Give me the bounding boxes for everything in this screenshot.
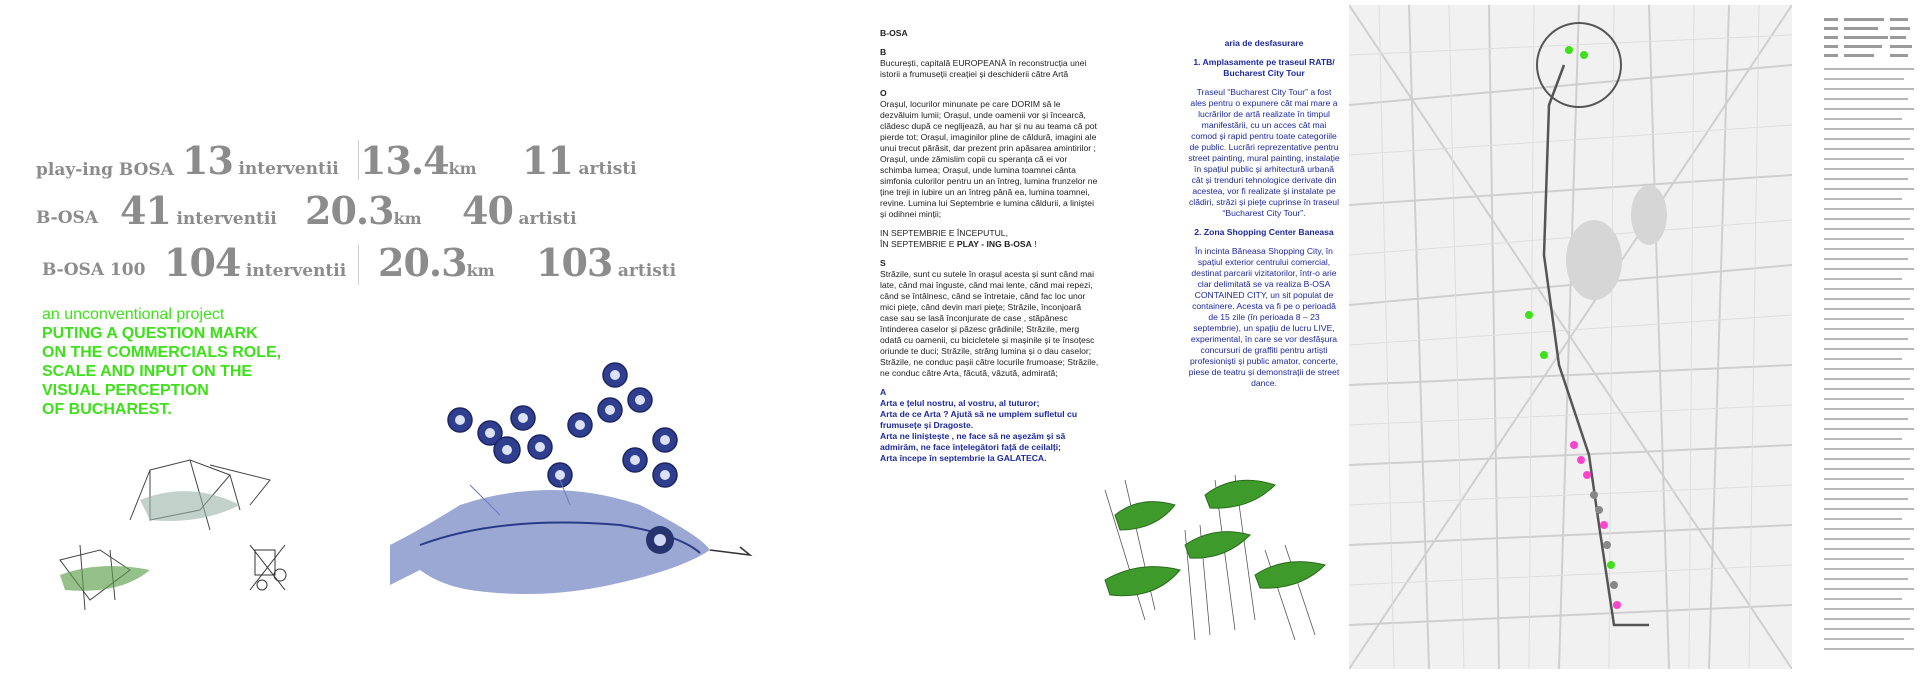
- leaf-installation-sketch: [1085, 460, 1335, 645]
- poem-a-line: Arta ne liniștește , ne face să ne așezăm și să admirăm, ne face înțelegători față de ceilalți;: [880, 431, 1066, 452]
- stats-row-1-label: play-ing BOSA: [36, 160, 174, 180]
- stats-row-2-km-unit: km: [393, 209, 422, 228]
- poem-text-b: București, capitală EUROPEANĂ în reconstrucția unei istorii a frumuseții creației și deschiderii către Artă: [880, 58, 1087, 79]
- poem-head-a: A: [880, 387, 887, 397]
- bucharest-city-map: [1349, 5, 1792, 669]
- bottle-caps-cluster: [440, 355, 700, 490]
- city-tour-route: [1544, 65, 1649, 625]
- poem-text-o: Orașul, locurilor minunate pe care DORIM să le dezvăluim lumii; Orașul, unde oamenii vor și încearcă, clădesc după ce neglijează, au har și nu au teama că pot pierde tot; Orașul, imaginilor pline de căldură, imagini ale unui trecut părăsit, dar prezent prin apăsarea amintirilor ; Orașul, unde zămislim copii cu speranța că ei vor schimba lumea; Orașul, unde lumina toamnei cânta simfonia culorilor pentru un an întreg, lumina frunzelor ne ține treji in iubire un an întreg până ea, lumina toamnei, revine. Lumina lui Septembrie e lumina căldurii, a liniștei și odihnei minții;: [880, 99, 1098, 219]
- stats-row-3-km-unit: km: [466, 261, 495, 280]
- poem-column: [880, 28, 1100, 472]
- bottle-fish-sketch: [40, 450, 330, 620]
- area-heading-1: 1. Amplasamente pe traseul RATB/ Bucharest City Tour: [1193, 57, 1335, 78]
- stats-row-2-artists: 40: [462, 188, 513, 233]
- poem-playing-bosa: PLAY - ING B-OSA: [956, 239, 1032, 249]
- stats-row-3-interventions-label: interventii: [245, 261, 347, 281]
- area-text-1: Traseul “Bucharest City Tour” a fost ales pentru o expunere cât mai mare a lucrărilor de artă realizate în timpul manifestării, cu un acces cât mai comod și rapid pentru toate categoriile de public. Lucrări reprezentative pentru street painting, mural painting, instalație în spațiul public și arhitectură urbană cât și trenduri tehnologice derivate din acestea, vor fi realizate și instalate pe clădiri, străzi și piețe cuprinse în traseul “Bucharest City Tour”.: [1188, 87, 1340, 218]
- poem-a-line: Arta începe în septembrie la GALATECA.: [880, 453, 1047, 463]
- slogan-line: ON THE COMMERCIALS ROLE,: [42, 344, 282, 361]
- poem-head-b: B: [880, 47, 887, 57]
- stats-row-2-interventions-label: interventii: [176, 209, 277, 229]
- stats-row-1-artists-label: artisti: [578, 159, 637, 179]
- stats-row-2-interventions: 41: [120, 188, 171, 233]
- stats-divider: [358, 140, 359, 180]
- lake: [1631, 185, 1667, 245]
- leaf: [1115, 502, 1175, 530]
- poem-september-line-2: ÎN SEPTEMBRIE E PLAY - ING B-OSA !: [880, 239, 1037, 249]
- leaf: [1185, 532, 1250, 558]
- stats-row-1-km: 13.4: [360, 138, 449, 183]
- poem-title: B-OSA: [880, 28, 908, 38]
- stats-row-3-artists-label: artisti: [617, 261, 677, 281]
- stats-row-1-interventions-label: interventii: [238, 159, 339, 179]
- stats-row-1-km-unit: km: [448, 159, 477, 178]
- bottle-fish-sculpture: [380, 475, 770, 605]
- area-title: aria de desfasurare: [1224, 38, 1304, 48]
- stats-row-1-interventions: 13: [182, 138, 233, 183]
- slogan-line: VISUAL PERCEPTION: [42, 382, 209, 399]
- slogan-line: PUTING A QUESTION MARK: [42, 325, 258, 342]
- lake: [1566, 220, 1622, 300]
- slogan-line: SCALE AND INPUT ON THE: [42, 363, 253, 380]
- slogan-intro: an unconventional project: [42, 306, 225, 323]
- slogan-line: OF BUCHAREST.: [42, 401, 172, 418]
- area-column: [1188, 38, 1340, 397]
- poem-a-line: Arta e țelul nostru, al vostru, al tuturor;: [880, 398, 1040, 408]
- poem-text-s: Străzile, sunt cu sutele în orașul acesta și sunt când mai late, când mai înguste, când mai lente, când mai repezi, când se întâlnesc, când se întretaie, când fac loc unor mici piețe, când devin mari piețe; Străzile, înconjoară case sau se lasă înconjurate de case , stăpânesc întinderea caselor și păzesc grădinile; Străzile, merg odată cu oamenii, cu bicicletele și mașinile și te însoțesc oriunde te duci; Străzile, strâng lumina și o dau caselor; Străzile, ne conduc pașii către locurile frumoase; Străzile, ne conduc către Arta, făcută, văzută, admirată;: [880, 269, 1099, 378]
- stats-row-3-km: 20.3: [378, 240, 467, 285]
- stats-row-3-artists: 103: [536, 240, 613, 285]
- bottle-cap: [448, 363, 677, 487]
- poem-head-o: O: [880, 88, 887, 98]
- map-streets: [1349, 5, 1792, 669]
- stats-row-2-artists-label: artisti: [518, 209, 577, 229]
- stats-row-1-artists: 11: [522, 138, 573, 183]
- project-slogan: [42, 305, 281, 419]
- stats-row-2-km: 20.3: [305, 188, 394, 233]
- poem-september-line: IN SEPTEMBRIE E ÎNCEPUTUL,: [880, 228, 1008, 238]
- stats-row-2-label: B-OSA: [36, 208, 99, 228]
- map-legend-list: [1822, 18, 1918, 658]
- leaf: [1255, 562, 1325, 588]
- poem-head-s: S: [880, 258, 886, 268]
- area-text-2: În incinta Băneasa Shopping City, în spațiul exterior centrului comercial, destinat parcarii vizitatorilor, într-o arie clar delimitată se va realiza B-OSA CONTAINED CITY, un sit populat de containere. Acesta va fi pe o perioadă de 15 zile (în perioada 8 – 23 septembrie), un spațiu de lucru LIVE, experimental, în care se vor desfășura concursuri de graffiti pentru artiști profesioniști și public amator, concerte, piese de teatru și demonstrații de street dance.: [1188, 246, 1340, 388]
- stats-row-3-label: B-OSA 100: [42, 260, 146, 280]
- area-heading-2: 2. Zona Shopping Center Baneasa: [1194, 227, 1334, 237]
- stats-row-3-interventions: 104: [164, 240, 241, 285]
- stats-divider: [358, 245, 359, 285]
- legend-rows: [1822, 18, 1918, 658]
- poem-a-line: Arta de ce Arta ? Ajută să ne umplem sufletul cu frumusețe și Dragoste.: [880, 409, 1078, 430]
- leaf: [1105, 567, 1180, 596]
